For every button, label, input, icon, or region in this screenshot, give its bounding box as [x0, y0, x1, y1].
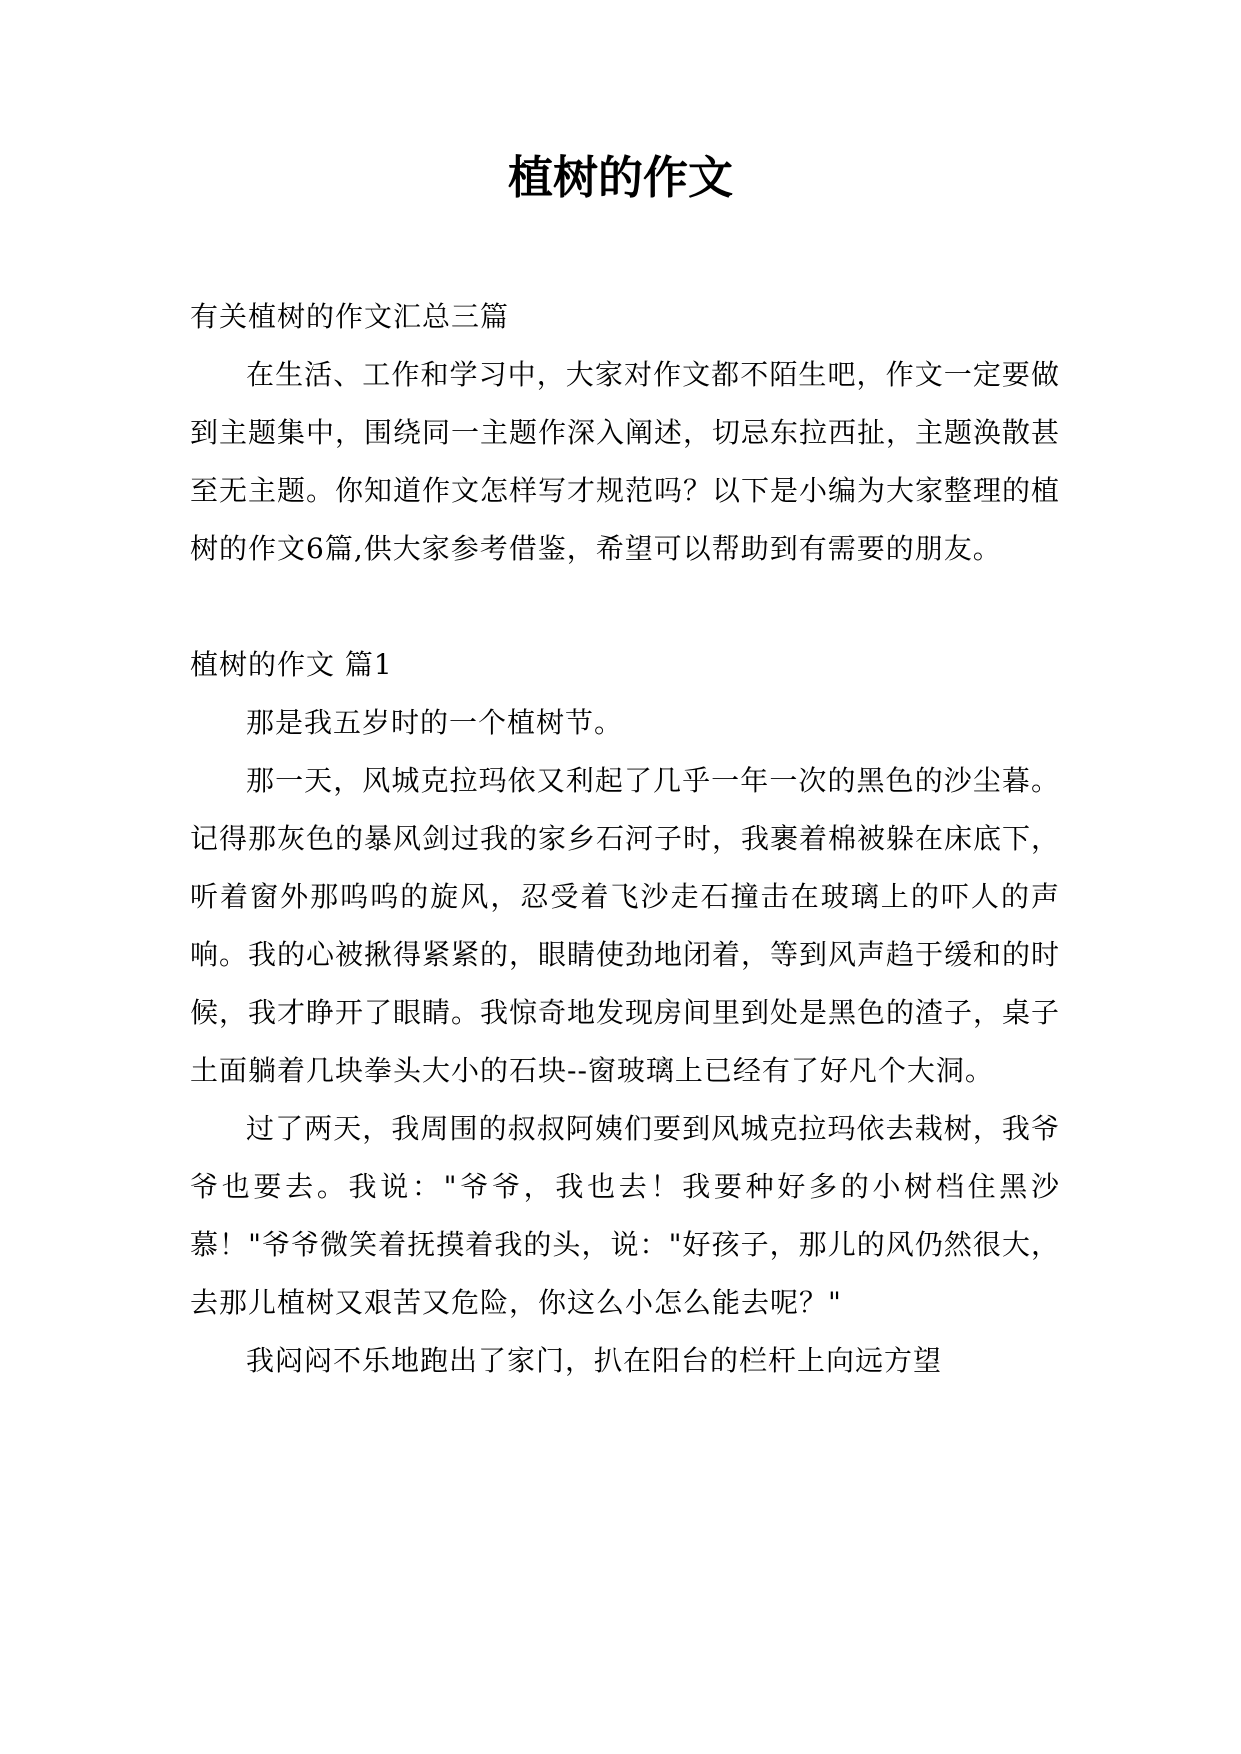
document-subtitle: 有关植树的作文汇总三篇 [190, 300, 510, 333]
section-heading: 植树的作文 篇1 [190, 648, 393, 681]
document-body [190, 288, 1060, 1390]
section-paragraph: 我闷闷不乐地跑出了家门，扒在阳台的栏杆上向远方望 [246, 1344, 943, 1377]
section-paragraph: 过了两天，我周围的叔叔阿姨们要到风城克拉玛依去栽树，我爷爷也要去。我说："爷爷，我也去！我要种好多的小树档住黑沙慕！"爷爷微笑着抚摸着我的头，说："好孩子，那儿的风仍然很大，去那儿植树又艰苦又危险，你这么小怎么能去呢？" [190, 1112, 1060, 1319]
section-paragraph: 那一天，风城克拉玛依又利起了几乎一年一次的黑色的沙尘暮。记得那灰色的暴风剑过我的家乡石河子时，我裹着棉被躲在床底下，听着窗外那呜呜的旋风，忍受着飞沙走石撞击在玻璃上的吓人的声响。我的心被揪得紧紧的，眼睛使劲地闭着，等到风声趋于缓和的时候，我才睁开了眼睛。我惊奇地发现房间里到处是黑色的渣子，桌子土面躺着几块拳头大小的石块--窗玻璃上已经有了好凡个大洞。 [190, 764, 1061, 1087]
section-paragraph: 那是我五岁时的一个植树节。 [246, 706, 624, 739]
document-title: 植树的作文 [507, 151, 733, 204]
intro-paragraph: 在生活、工作和学习中，大家对作文都不陌生吧，作文一定要做到主题集中，围绕同一主题作深入阐述，切忌东拉西扯，主题涣散甚至无主题。你知道作文怎样写才规范吗？以下是小编为大家整理的植树的作文6篇,供大家参考借鉴，希望可以帮助到有需要的朋友。 [190, 358, 1061, 565]
